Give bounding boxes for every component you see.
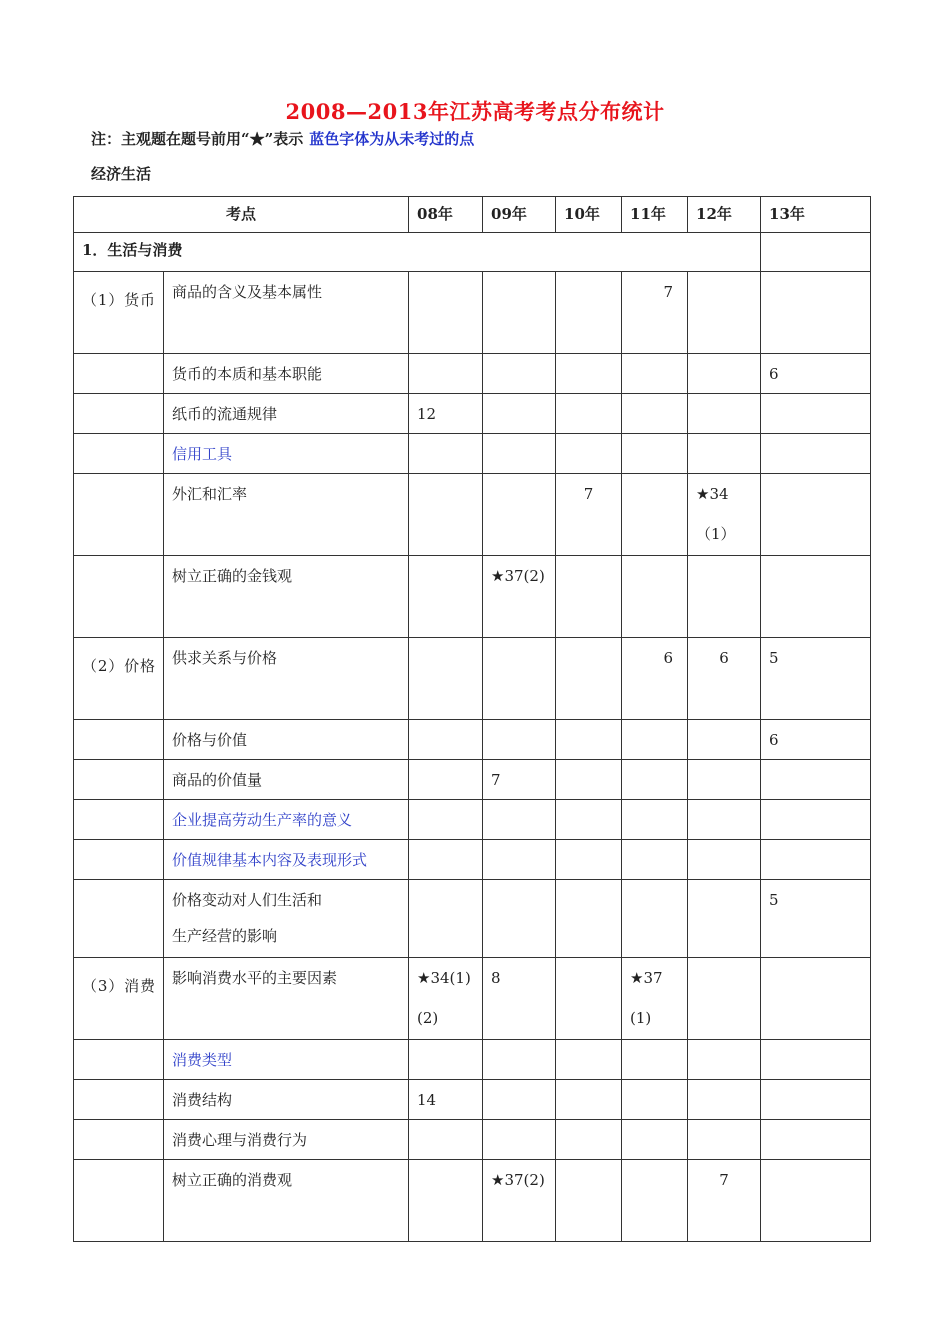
category-cell (74, 556, 164, 638)
table-row (74, 840, 871, 880)
table-cell (761, 958, 871, 1040)
table-cell (556, 434, 622, 474)
table-cell (688, 1080, 761, 1120)
table-cell (409, 800, 483, 840)
table-row (74, 880, 871, 958)
group-heading: 1．生活与消费 (74, 233, 761, 272)
table-cell (622, 1040, 688, 1080)
table-cell: 6 (622, 638, 688, 720)
table-cell (622, 1080, 688, 1120)
table-cell: ★37(2) (483, 1160, 556, 1242)
table-cell (409, 1160, 483, 1242)
topic-cell: 树立正确的消费观 (164, 1160, 409, 1242)
category-cell (74, 760, 164, 800)
table-cell (556, 1040, 622, 1080)
table-cell (761, 1080, 871, 1120)
table-row (74, 638, 871, 720)
table-cell (688, 880, 761, 958)
table-row (74, 958, 871, 1040)
category-cell (74, 880, 164, 958)
table-cell (409, 272, 483, 354)
table-cell (688, 1120, 761, 1160)
table-row (74, 434, 871, 474)
table-cell (556, 1120, 622, 1160)
header-year: 09年 (483, 197, 556, 233)
table-row (74, 354, 871, 394)
table-row (74, 272, 871, 354)
category-cell (74, 800, 164, 840)
topic-cell: 消费类型 (164, 1040, 409, 1080)
table-cell (761, 1040, 871, 1080)
table-cell (761, 556, 871, 638)
table-cell: ★37(2) (483, 556, 556, 638)
table-row (74, 1080, 871, 1120)
table-cell (688, 958, 761, 1040)
table-cell (688, 840, 761, 880)
table-cell (483, 720, 556, 760)
category-cell (74, 354, 164, 394)
table-cell (409, 720, 483, 760)
page-title: 2008—2013年江苏高考考点分布统计 (285, 99, 665, 124)
topic-cell: 供求关系与价格 (164, 638, 409, 720)
table-cell (556, 272, 622, 354)
table-cell (622, 760, 688, 800)
table-cell (761, 1120, 871, 1160)
table-cell (483, 354, 556, 394)
topic-cell: 价格与价值 (164, 720, 409, 760)
table-cell (688, 354, 761, 394)
table-cell (761, 474, 871, 556)
table-cell: ★37(1) (622, 958, 688, 1040)
category-cell (74, 474, 164, 556)
table-cell (761, 434, 871, 474)
table-cell (622, 720, 688, 760)
table-cell (622, 1120, 688, 1160)
table-cell (483, 1040, 556, 1080)
table-cell (688, 760, 761, 800)
table-cell (761, 272, 871, 354)
category-cell (74, 1160, 164, 1242)
topic-cell: 商品的含义及基本属性 (164, 272, 409, 354)
header-year: 08年 (409, 197, 483, 233)
table-cell (556, 880, 622, 958)
topic-cell: 消费心理与消费行为 (164, 1120, 409, 1160)
category-cell (74, 434, 164, 474)
topic-cell: 价值规律基本内容及表现形式 (164, 840, 409, 880)
topic-text: 价格变动对人们生活和生产经营的影响 (172, 891, 323, 945)
table-cell (483, 394, 556, 434)
table-cell (409, 880, 483, 958)
table-cell (622, 354, 688, 394)
table-row (74, 1160, 871, 1242)
table-cell (622, 880, 688, 958)
header-year: 11年 (622, 197, 688, 233)
table-row (74, 1040, 871, 1080)
table-cell (556, 840, 622, 880)
table-cell (556, 394, 622, 434)
table-cell (761, 1160, 871, 1242)
table-cell: 6 (761, 354, 871, 394)
table-row (74, 474, 871, 556)
table-cell (556, 1080, 622, 1120)
exam-points-table (73, 196, 871, 1242)
note-text: 注：主观题在题号前用“★”表示 (91, 130, 304, 148)
table-cell (409, 556, 483, 638)
table-cell (556, 354, 622, 394)
legend-note (91, 128, 474, 149)
table-row (74, 720, 871, 760)
table-cell (761, 233, 871, 272)
table-cell (409, 354, 483, 394)
table-cell (688, 556, 761, 638)
topic-cell: 树立正确的金钱观 (164, 556, 409, 638)
table-cell: 12 (409, 394, 483, 434)
topic-cell (164, 880, 409, 958)
table-cell (556, 720, 622, 760)
topic-cell: 信用工具 (164, 434, 409, 474)
table-cell (622, 1160, 688, 1242)
category-cell (74, 720, 164, 760)
table-cell (409, 1040, 483, 1080)
table-row (74, 760, 871, 800)
table-cell: 7 (556, 474, 622, 556)
table-cell (483, 474, 556, 556)
table-cell (556, 638, 622, 720)
topic-cell: 消费结构 (164, 1080, 409, 1120)
table-row (74, 394, 871, 434)
note-blue-text: 蓝色字体为从未考过的点 (309, 130, 475, 148)
header-year: 12年 (688, 197, 761, 233)
table-cell (409, 474, 483, 556)
table-cell (688, 1040, 761, 1080)
table-cell: 7 (483, 760, 556, 800)
section-heading: 经济生活 (91, 165, 152, 183)
table-cell: 14 (409, 1080, 483, 1120)
topic-cell: 商品的价值量 (164, 760, 409, 800)
table-cell (409, 840, 483, 880)
table-cell (483, 272, 556, 354)
table-cell (409, 434, 483, 474)
header-topic: 考点 (74, 197, 409, 233)
table-cell (483, 880, 556, 958)
table-row (74, 1120, 871, 1160)
table-cell: 8 (483, 958, 556, 1040)
table-cell (688, 394, 761, 434)
table-cell (556, 800, 622, 840)
table-cell (483, 1120, 556, 1160)
table-cell (761, 394, 871, 434)
category-cell: （2）价格 (74, 638, 164, 720)
table-cell (688, 720, 761, 760)
category-cell (74, 394, 164, 434)
table-cell (622, 394, 688, 434)
table-row (74, 800, 871, 840)
header-year: 10年 (556, 197, 622, 233)
table-cell: ★34(1)(2) (409, 958, 483, 1040)
table-row (74, 556, 871, 638)
topic-cell: 纸币的流通规律 (164, 394, 409, 434)
topic-cell: 外汇和汇率 (164, 474, 409, 556)
category-cell (74, 1040, 164, 1080)
topic-cell: 货币的本质和基本职能 (164, 354, 409, 394)
table-cell (688, 800, 761, 840)
table-cell (688, 434, 761, 474)
table-cell (761, 760, 871, 800)
header-year: 13年 (761, 197, 871, 233)
table-cell (483, 800, 556, 840)
group-row (74, 233, 871, 272)
table-cell (483, 638, 556, 720)
table-header-row (74, 197, 871, 233)
table-cell (483, 434, 556, 474)
table-cell (622, 840, 688, 880)
topic-cell: 企业提高劳动生产率的意义 (164, 800, 409, 840)
table-cell: 5 (761, 638, 871, 720)
category-cell: （1）货币 (74, 272, 164, 354)
category-cell (74, 840, 164, 880)
table-cell: 7 (622, 272, 688, 354)
table-cell (556, 1160, 622, 1242)
table-cell: 6 (761, 720, 871, 760)
table-cell (409, 638, 483, 720)
table-cell (622, 434, 688, 474)
table-cell (556, 556, 622, 638)
table-cell (761, 840, 871, 880)
table-cell (409, 1120, 483, 1160)
table-cell: 5 (761, 880, 871, 958)
table-cell (483, 840, 556, 880)
table-cell (556, 760, 622, 800)
table-cell (622, 800, 688, 840)
table-cell (556, 958, 622, 1040)
table-cell (483, 1080, 556, 1120)
category-cell: （3）消费 (74, 958, 164, 1040)
category-cell (74, 1080, 164, 1120)
topic-cell: 影响消费水平的主要因素 (164, 958, 409, 1040)
table-cell (622, 556, 688, 638)
table-cell: 6 (688, 638, 761, 720)
table-cell: 7 (688, 1160, 761, 1242)
table-cell (409, 760, 483, 800)
category-cell (74, 1120, 164, 1160)
table-cell (761, 800, 871, 840)
table-cell: ★34（1） (688, 474, 761, 556)
table-cell (622, 474, 688, 556)
table-cell (688, 272, 761, 354)
